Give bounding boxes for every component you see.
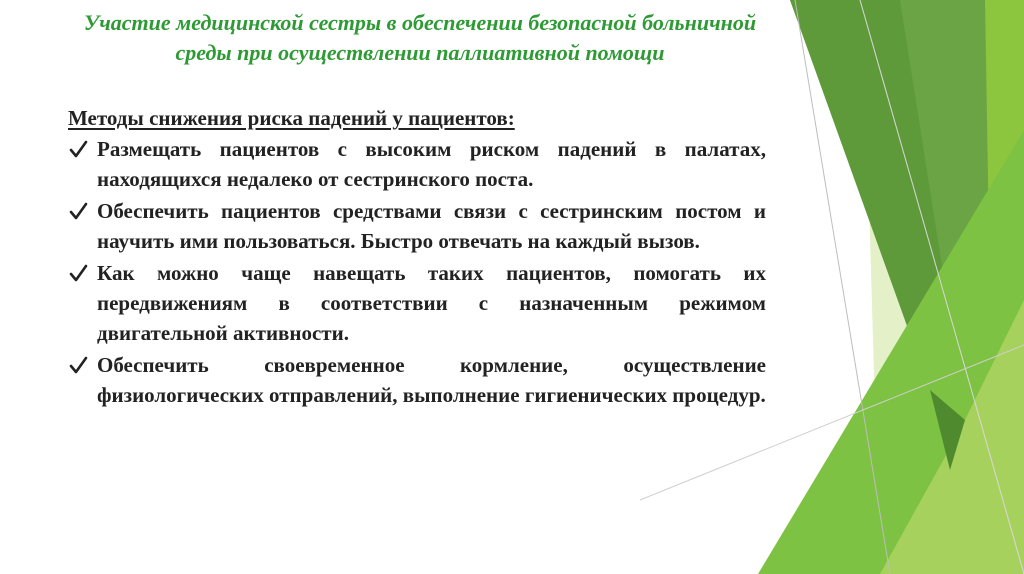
bullet-text: Обеспечить своевременное кормление, осуществление физиологических отправлений, выполнение гигиенических процедур. [97, 353, 766, 407]
check-icon [68, 258, 90, 288]
slide-body [68, 103, 766, 412]
slide-title: Участие медицинской сестры в обеспечении безопасной больничной среды при осуществлении паллиативной помощи [83, 10, 757, 65]
bullet-list [68, 134, 766, 410]
subheading: Методы снижения риска падений у пациентов: [68, 106, 515, 130]
check-icon [68, 134, 90, 164]
bullet-text: Размещать пациентов с высоким риском падений в палатах, находящихся недалеко от сестринского поста. [97, 137, 766, 191]
bullet-text: Как можно чаще навещать таких пациентов, помогать их передвижениям в соответствии с назначенным режимом двигательной активности. [97, 261, 766, 345]
bullet-item [68, 196, 766, 256]
bullet-item [68, 350, 766, 410]
bullet-item [68, 134, 766, 194]
bullet-text: Обеспечить пациентов средствами связи с сестринским постом и научить ими пользоваться. Быстро отвечать на каждый вызов. [97, 199, 766, 253]
check-icon [68, 350, 90, 380]
check-icon [68, 196, 90, 226]
bullet-item [68, 258, 766, 348]
